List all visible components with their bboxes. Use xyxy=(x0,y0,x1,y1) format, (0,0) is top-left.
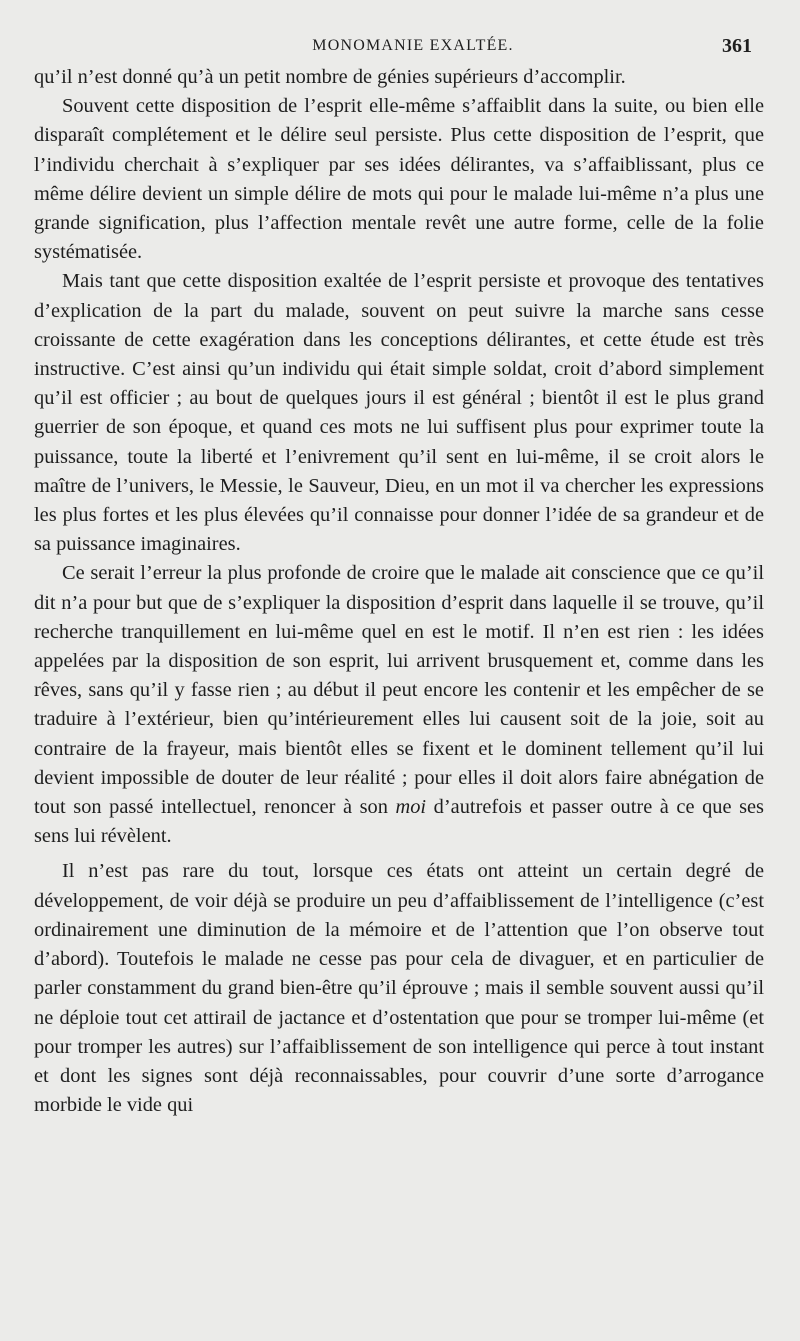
paragraph-4-italic-word: moi xyxy=(395,796,427,819)
paragraph-2: Souvent cette disposition de l’esprit elle-même s’affaiblit dans la suite, ou bien elle disparaît complétement et le délire seul persiste. Plus cette disposition de l’esprit, que l’individu cherchait à s’expliquer par ses idées délirantes, va s’affaiblissant, plus ce même délire devient un simple délire de mots qui pour le malade lui-même n’a plus une grande signification, plus l’affection mentale revêt une autre forme, celle de la folie systématisée. xyxy=(34,95,764,264)
body-text xyxy=(34,63,764,1120)
page-header xyxy=(34,33,764,63)
paragraph-1: qu’il n’est donné qu’à un petit nombre de génies supérieurs d’accomplir. xyxy=(34,66,626,88)
paragraph-5: Il n’est pas rare du tout, lorsque ces états ont atteint un certain degré de développement, de voir déjà se produire un peu d’affaiblissement de l’intelligence (c’est ordinairement une diminution de la mémoire et de l’attention que l’on observe tout d’abord). Toutefois le malade ne cesse pas pour cela de divaguer, et en particulier de parler constamment du grand bien-être qu’il éprouve ; mais il semble souvent aussi qu’il ne déploie tout cet attirail de jactance et d’ostentation que pour se tromper lui-même (et pour tromper les autres) sur l’affaiblissement de son intelligence qui perce à tout instant et dont les signes sont déjà reconnaissables, pour couvrir d’une sorte d’arrogance morbide le vide qui xyxy=(34,860,764,1117)
paragraph-4 xyxy=(34,559,764,851)
paragraph-4-text-end: d’autrefois et passer outre à ce que ses sens lui révèlent. xyxy=(34,796,764,848)
running-title: MONOMANIE EXALTÉE. xyxy=(312,37,514,54)
page-number: 361 xyxy=(722,35,752,57)
paragraph-4-text-start: Ce serait l’erreur la plus profonde de croire que le malade ait conscience que ce qu’il dit n’a pour but que de s’expliquer la disposition d’esprit dans laquelle il se trouve, qu’il recherche tranquillement en lui-même quel en est le motif. Il n’en est rien : les idées appelées par la disposition de son esprit, lui arrivent brusquement et, comme dans les rêves, sans qu’il y fasse rien ; au début il peut encore les contenir et les empêcher de se traduire à l’extérieur, bien qu’intérieurement elles lui causent soit de la joie, soit au contraire de la frayeur, mais bientôt elles se fixent et le dominent tellement qu’il lui devient impossible de douter de leur réalité ; pour elles il doit alors faire abnégation de tout son passé intellectuel, renoncer à son xyxy=(34,562,764,819)
paragraph-3: Mais tant que cette disposition exaltée de l’esprit persiste et provoque des tentatives d’explication de la part du malade, souvent on peut suivre la marche sans cesse croissante de cette exagération dans les conceptions délirantes, et cette étude est très instructive. C’est ainsi qu’un individu qui était simple soldat, croit d’abord simplement qu’il est officier ; au bout de quelques jours il est général ; bientôt il est le plus grand guerrier de son époque, et quand ces mots ne lui suffisent plus pour exprimer toute la puissance, toute la liberté et l’enivrement qu’il sent en lui-même, il se croit alors le maître de l’univers, le Messie, le Sauveur, Dieu, en un mot il va chercher les expressions les plus fortes et les plus élevées qu’il connaisse pour donner l’idée de sa grandeur et de sa puissance imaginaires. xyxy=(34,270,764,556)
